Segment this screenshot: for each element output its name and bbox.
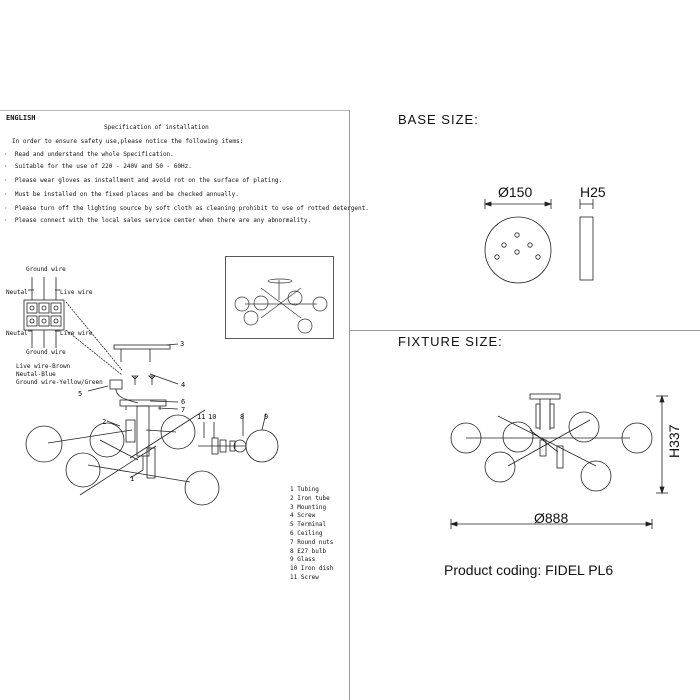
callout-3: 3 [180,340,185,348]
parts-list-item: 5 Terminal [290,521,327,529]
wire-color-legend-neutral: Neutal-Blue [16,371,56,378]
parts-list-item: 3 Mounting [290,503,327,511]
parts-list-item: 6 Ceiling [290,529,323,537]
callout-2: 2 [102,418,107,426]
live-wire-label-top: Live wire [60,289,93,296]
fixture-diameter-label: Ø888 [534,510,569,526]
instruction-item: · Read and understand the whole Specification. [4,151,174,158]
parts-list-item: 1 Tubing [290,486,319,493]
parts-list-item: 9 Glass [290,556,316,564]
callout-10: 10 [208,413,217,421]
callout-7: 7 [181,406,186,414]
callout-1: 1 [130,475,135,483]
parts-list-item: 2 Iron tube [290,494,330,502]
base-diameter-label: Ø150 [498,184,533,200]
base-height-label: H25 [580,184,606,200]
intro-text: In order to ensure safety use,please notice the following items: [12,138,244,145]
wire-color-legend-live: Live wire-Brown [16,363,71,370]
parts-list-item: 8 E27 bulb [290,547,327,555]
parts-list-item: 10 Iron dish [290,565,334,573]
parts-list-item: 7 Round nuts [290,538,334,546]
callout-5: 5 [78,390,83,398]
product-coding: Product coding: FIDEL PL6 [444,562,614,578]
ground-wire-label-bottom: Ground wire [26,349,66,356]
neutral-label-top: Neutal [6,289,28,296]
live-wire-label-bottom: Live wire [60,330,93,337]
callout-4: 4 [181,381,186,389]
fixture-size-title: FIXTURE SIZE: [398,334,503,349]
instruction-item: · Please turn off the lighting source by soft cloth as cleaning prohibit to use of rotted detergent. [4,205,369,212]
parts-list-item: 11 Screw [290,573,319,581]
callout-6: 6 [181,398,186,406]
language-label: ENGLISH [6,114,36,122]
ground-wire-label-top: Ground wire [26,266,66,273]
instruction-item: · Please connect with the local sales service center when there are any abnormality. [4,217,312,224]
fixture-height-label: H337 [666,424,682,458]
instruction-item: · Must be installed on the fixed places and be checked annually. [4,191,239,198]
neutral-label-bottom: Neutal [6,330,28,337]
instruction-item: · Please wear gloves as installment and avoid rot on the surface of plating. [4,177,283,184]
callout-8: 8 [240,413,245,421]
callout-9: 9 [264,413,269,421]
base-size-title: BASE SIZE: [398,112,479,127]
callout-11: 11 [197,413,206,421]
instruction-item: · Suitable for the use of 220 - 240V and 50 - 60Hz. [4,163,192,170]
parts-list-item: 4 Screw [290,512,316,520]
wire-color-legend-ground: Ground wire-Yellow/Green [16,379,103,386]
spec-title: Specification of installation [104,124,209,131]
